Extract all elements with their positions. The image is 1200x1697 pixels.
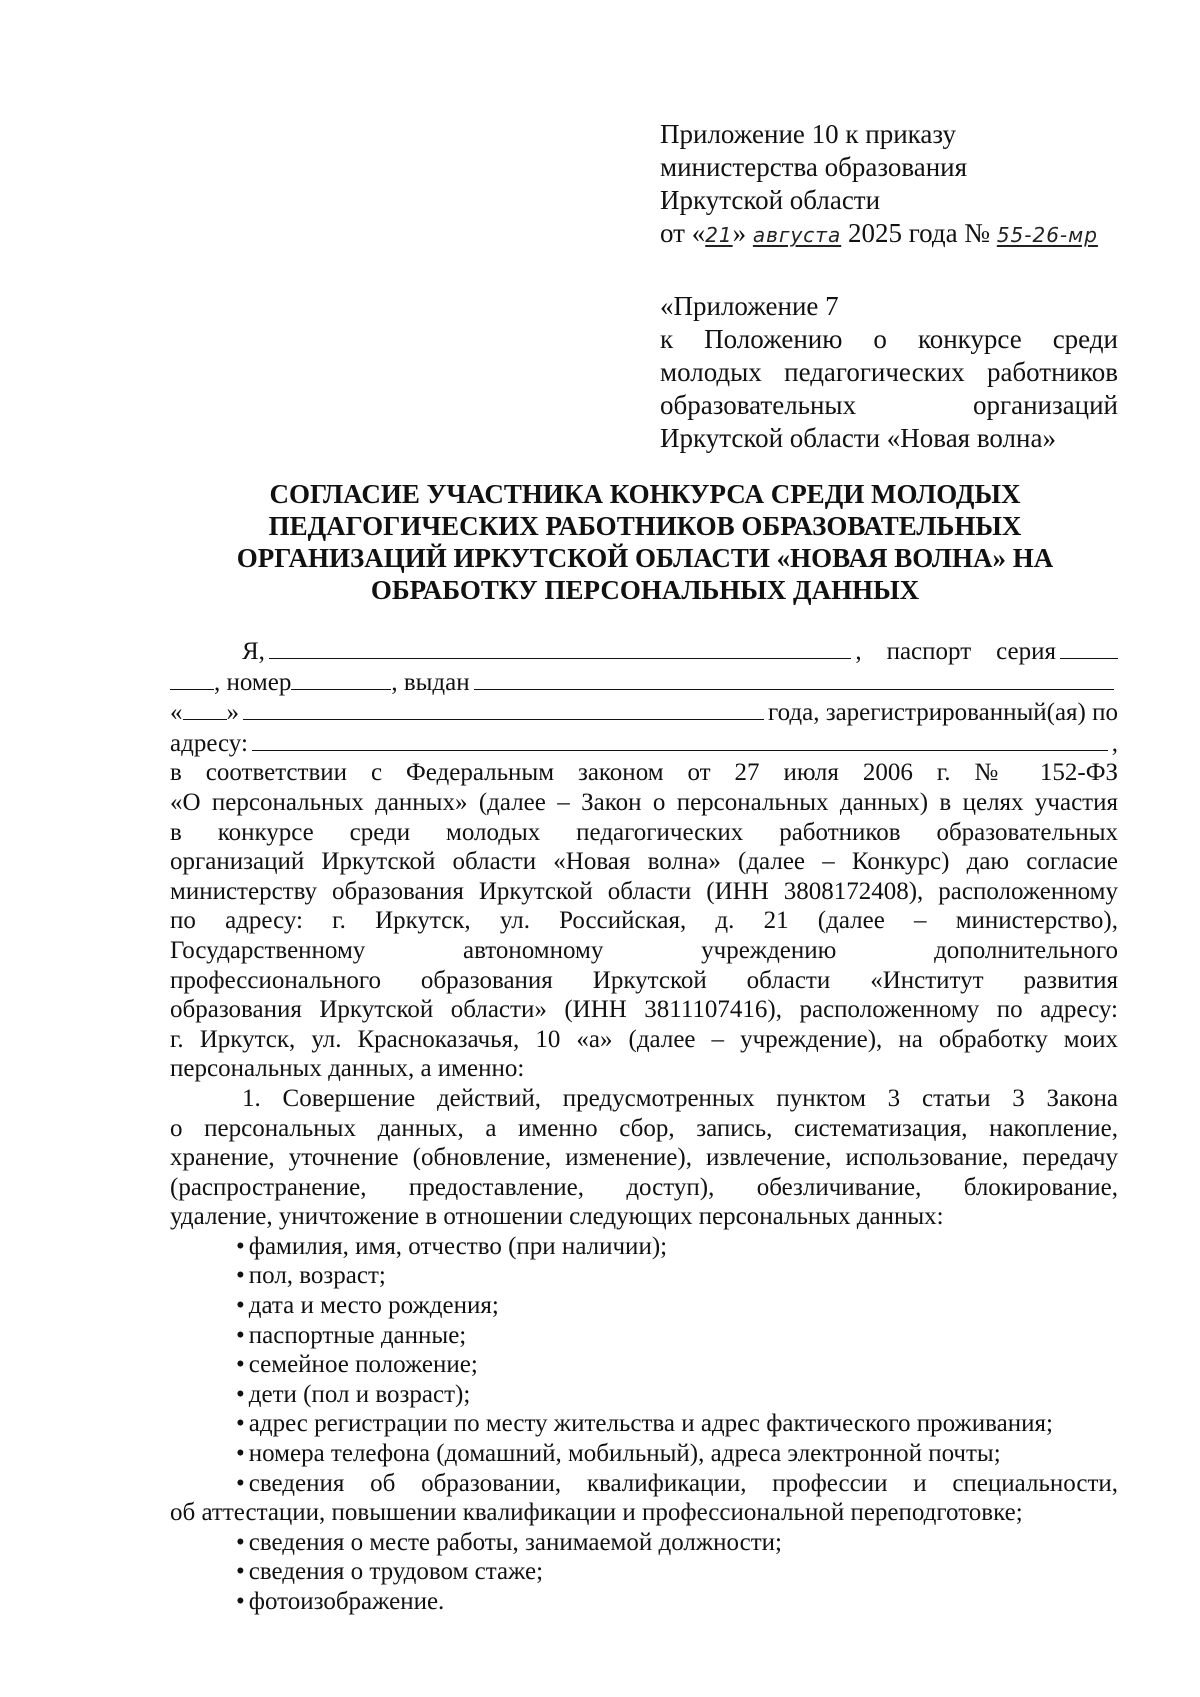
document-title [170, 478, 1120, 606]
handwritten-month: августа [752, 223, 842, 247]
label-goda-registered: года, зарегистрированный(ая) по [767, 699, 1118, 727]
list-item [170, 1261, 1118, 1291]
list-item-text: адрес регистрации по месту жительства и адрес фактического проживания; [248, 1410, 1053, 1438]
list-item-text: сведения об образовании, квалификации, профессии и специальности, [248, 1469, 1118, 1497]
p1-line-6: по адресу: г. Иркутск, ул. Российская, д. 21 (далее – министерство), [170, 907, 1118, 935]
annex7-line-3: молодых педагогических работников [660, 357, 1118, 387]
list-item [170, 1291, 1118, 1321]
list-item-text: фотоизображение. [248, 1588, 445, 1615]
form-line-date [170, 697, 1118, 728]
list-item [170, 1557, 1118, 1587]
paragraph-consent [170, 758, 1118, 1084]
handwritten-day: 21 [705, 223, 733, 247]
label-address-comma: , [1111, 729, 1118, 757]
bullet: • [236, 1528, 245, 1556]
p1-line-10: г. Иркутск, ул. Красноказачья, 10 «а» (далее – учреждение), на обработку моих [170, 1025, 1118, 1053]
annex-header [660, 118, 1120, 252]
field-passport-series-cont[interactable] [170, 667, 214, 690]
p1-line-5: министерству образования Иркутской области (ИНН 3808172408), расположенному [170, 877, 1118, 905]
bullet: • [236, 1292, 245, 1320]
p2-line-3: хранение, уточнение (обновление, изменение), извлечение, использование, передачу [170, 1144, 1118, 1172]
bullet: • [236, 1262, 245, 1290]
date-mid: » [732, 218, 747, 248]
title-line-2: ПЕДАГОГИЧЕСКИХ РАБОТНИКОВ ОБРАЗОВАТЕЛЬНЫХ [268, 511, 1022, 541]
personal-data-list [170, 1232, 1118, 1617]
list-item-education [170, 1469, 1118, 1528]
field-address[interactable] [252, 728, 1108, 751]
form-line-address [170, 728, 1118, 759]
label-passport-series: , паспорт серия [855, 638, 1056, 665]
list-item-text: семейное положение; [248, 1351, 478, 1379]
bullet: • [236, 1469, 245, 1497]
list-item-text: сведения о месте работы, занимаемой должности; [248, 1528, 782, 1556]
p1-line-4: организаций Иркутской области «Новая волна» (далее – Конкурс) даю согласие [170, 848, 1118, 876]
bullet: • [236, 1410, 245, 1438]
handwritten-order-number: 55-26-мр [996, 223, 1098, 247]
list-item [170, 1321, 1118, 1351]
p1-line-11: персональных данных, а именно: [170, 1055, 525, 1083]
field-full-name[interactable] [269, 636, 851, 659]
p2-line-1: 1. Совершение действий, предусмотренных пунктом 3 статьи 3 Закона [242, 1084, 1118, 1112]
bullet: • [236, 1440, 245, 1468]
bullet: • [236, 1558, 245, 1586]
annex7-line-5: Иркутской области «Новая волна» [660, 423, 1056, 453]
annex7-line-1: «Приложение 7 [660, 291, 839, 321]
p2-line-2: о персональных данных, а именно сбор, запись, систематизация, накопление, [170, 1114, 1118, 1142]
list-item [170, 1587, 1118, 1617]
list-item [170, 1232, 1118, 1262]
bullet: • [236, 1351, 245, 1379]
bullet: • [236, 1588, 245, 1615]
annex-date-line [660, 217, 1120, 252]
annex-line-1: Приложение 10 к приказу [660, 119, 956, 149]
paragraph-item-1 [170, 1084, 1118, 1232]
title-line-4: ОБРАБОТКУ ПЕРСОНАЛЬНЫХ ДАННЫХ [370, 575, 920, 605]
title-line-1: СОГЛАСИЕ УЧАСТНИКА КОНКУРСА СРЕДИ МОЛОДЫХ [269, 479, 1021, 509]
field-issue-month-year[interactable] [243, 697, 764, 720]
education-line-2: об аттестации, повышении квалификации и профессиональной переподготовке; [170, 1499, 1023, 1527]
field-issue-day[interactable] [183, 697, 227, 720]
annex7-line-2: к Положению о конкурсе среди [660, 324, 1118, 354]
p1-line-8: профессионального образования Иркутской области «Институт развития [170, 966, 1118, 994]
label-quote-close: » [226, 699, 239, 727]
bullet: • [236, 1321, 245, 1349]
list-item [170, 1350, 1118, 1380]
p1-line-2: «О персональных данных» (далее – Закон о персональных данных) в целях участия [170, 788, 1118, 816]
p1-line-3: в конкурсе среди молодых педагогических работников образовательных [170, 818, 1118, 846]
list-item-text: дети (пол и возраст); [248, 1380, 471, 1408]
p1-line-9: образования Иркутской области» (ИНН 3811107416), расположенному по адресу: [170, 996, 1118, 1024]
list-item [170, 1380, 1118, 1410]
document-body [170, 636, 1118, 1617]
bullet: • [236, 1232, 245, 1260]
annex7-line-4: образовательных организаций [660, 390, 1118, 420]
list-item [170, 1409, 1118, 1439]
list-item-text: паспортные данные; [248, 1321, 467, 1349]
list-item-text: фамилия, имя, отчество (при наличии); [248, 1232, 668, 1260]
label-ya: Я, [242, 638, 265, 665]
list-item [170, 1439, 1118, 1469]
year-text: 2025 года № [847, 218, 991, 248]
field-issued-by[interactable] [474, 667, 1114, 690]
p2-line-4: (распространение, предоставление, доступ), обезличивание, блокирование, [170, 1173, 1118, 1201]
date-prefix: от « [660, 218, 706, 248]
bullet: • [236, 1380, 245, 1408]
p2-line-5: удаление, уничтожение в отношении следующих персональных данных: [170, 1203, 944, 1231]
annex-line-3: Иркутской области [660, 185, 881, 215]
form-line-number [170, 667, 1118, 698]
list-item-text: пол, возраст; [248, 1262, 386, 1290]
list-item-text: дата и место рождения; [248, 1292, 499, 1320]
label-nomer: , номер [214, 668, 292, 696]
p1-line-7: Государственному автономному учреждению дополнительного [170, 936, 1118, 964]
education-line-1 [170, 1469, 1118, 1499]
list-item [170, 1528, 1118, 1558]
field-passport-series[interactable] [1060, 636, 1118, 659]
annex-line-2: министерства образования [660, 152, 968, 182]
list-item-text: номера телефона (домашний, мобильный), адреса электронной почты; [248, 1440, 1001, 1468]
label-quote-open: « [170, 699, 183, 727]
p1-line-1: в соответствии с Федеральным законом от 27 июля 2006 г. № 152-ФЗ [170, 759, 1118, 787]
field-passport-number[interactable] [291, 667, 391, 690]
title-line-3: ОРГАНИЗАЦИЙ ИРКУТСКОЙ ОБЛАСТИ «НОВАЯ ВОЛНА» НА [236, 543, 1054, 573]
annex-7-block [660, 290, 1118, 455]
list-item-text: сведения о трудовом стаже; [248, 1558, 544, 1586]
label-vydan: , выдан [391, 668, 470, 696]
form-line-name [170, 636, 1118, 667]
label-address: адресу: [170, 729, 248, 757]
